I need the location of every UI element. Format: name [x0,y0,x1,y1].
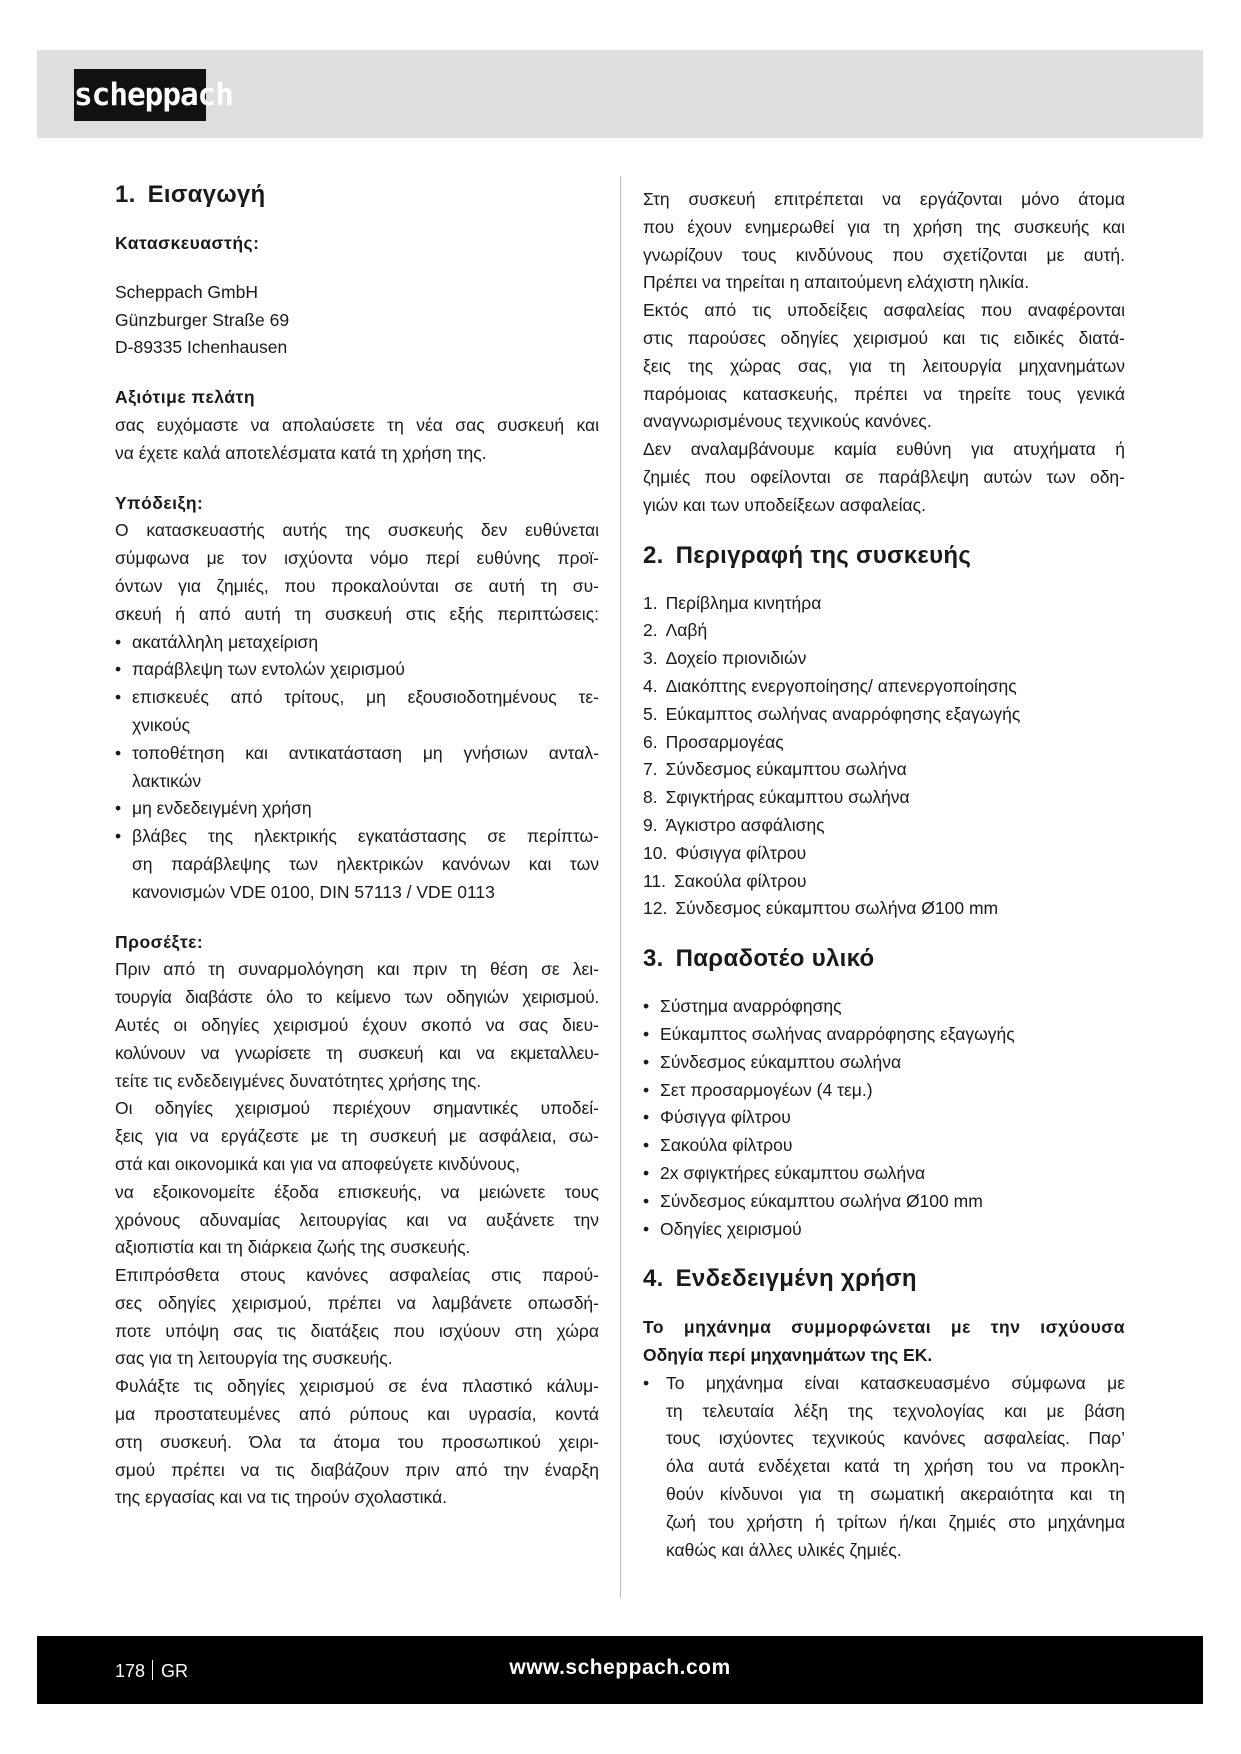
attention-text [115,956,599,1512]
list-item: • 2x σφιγκτήρες εύκαμπτου σωλήνα [643,1160,1125,1188]
text-line: κολύνουν να γνωρίσετε τη συσκευή και να εκμεταλλευ- [115,1042,599,1063]
list-item [115,740,599,796]
language-code: GR [161,1661,189,1681]
item-text: Εύκαμπτος σωλήνας αναρρόφησης εξαγωγής [665,703,1021,724]
list-item: • Σύνδεσμος εύκαμπτου σωλήνα Ø100 mm [643,1188,1125,1216]
address-line: Günzburger Straße 69 [115,309,290,330]
text-line: ζημιές που οφείλονται σε παράβλεψη αυτών των οδη- [643,466,1125,487]
text-line: όντων για ζημιές, που προκαλούνται σε αυτή τη συ- [115,575,599,596]
item-text: Λαβή [665,620,708,641]
note-label: Υπόδειξη: [115,492,204,513]
section-3-number: 3. [643,945,664,973]
list-item [115,656,599,684]
section-3-title: Παραδοτέο υλικό [675,945,875,973]
list-item [643,1370,1125,1565]
item-number: 12. [643,898,668,919]
manufacturer-label: Κατασκευαστής: [115,233,260,253]
item-number: 9. [643,814,658,835]
list-item-text: χνικούς [132,714,191,735]
text-line: Δεν αναλαμβάνουμε καμία ευθύνη για ατυχήματα ή [643,439,1125,460]
list-item [115,795,599,823]
list-item-text: • Το μηχάνημα είναι κατασκευασμένο σύμφωνα με [666,1372,1125,1393]
list-item: • Οδηγίες χειρισμού [643,1216,1125,1244]
list-item [643,868,1125,896]
list-item-text: • επισκευές από τρίτους, μη εξουσιοδοτημένους τε- [132,687,599,708]
text-line: Επιπρόσθετα στους κανόνες ασφαλείας στις παρού- [115,1265,599,1286]
text-line: Στη συσκευή επιτρέπεται να εργάζονται μόνο άτομα [643,189,1125,209]
text-line: που έχουν ενημερωθεί για τη χρήση της συσκευής και [643,216,1125,237]
list-item [643,895,1125,923]
text-line: Εκτός από τις υποδείξεις ασφαλείας που αναφέρονται [643,300,1125,321]
delivery-list [643,993,1125,1243]
section-3-heading [643,945,1125,973]
section-1-title: Εισαγωγή [147,181,266,208]
item-number: 11. [643,870,667,891]
text-line: σας ευχόμαστε να απολαύσετε τη νέα σας συσκευή και [115,414,599,435]
list-item-text: τη τελευταία λέξη της τεχνολογίας και με βάση [666,1400,1125,1421]
text-line: Πρέπει να τηρείται η απαιτούμενη ελάχιστη ηλικία. [643,272,1030,293]
text-line: τουργία διαβάστε όλο το κείμενο των οδηγιών χειρισμού. [115,987,599,1008]
text-line: γιών και των υποδείξεων ασφαλείας. [643,494,926,515]
list-item-text: ση παράβλεψης των ηλεκτρικών κανόνων και των [132,853,599,874]
right-column [643,175,1125,1564]
text-line: Οι οδηγίες χειρισμού περιέχουν σημαντικές υποδεί- [115,1098,599,1119]
text-line: σας για τη λειτουργία της συσκευής. [115,1348,393,1369]
page-number-value: 178 [115,1661,146,1681]
text-line: Αυτές οι οδηγίες χειρισμού έχουν σκοπό να σας διευ- [115,1014,599,1035]
list-item [643,645,1125,673]
section-1-number: 1. [115,181,136,208]
item-text: Περίβλημα κινητήρα [665,592,822,613]
text-line: ξεις της χώρας σας, για τη λειτουργία μηχανημάτων [643,355,1125,376]
item-number: 8. [643,787,658,808]
item-text: Προσαρμογέας [665,731,784,752]
list-item: • Φύσιγγα φίλτρου [643,1104,1125,1132]
page-footer [37,1636,1203,1704]
text-line: ποτε υπόψη σας τις διατάξεις που ισχύουν στη χώρα [115,1320,599,1341]
text-line: σμού πρέπει να τις διαβάζουν πριν από την έναρξη [115,1459,599,1480]
note-list [115,629,599,907]
item-text: Σφιγκτήρας εύκαμπτου σωλήνα [665,787,910,808]
text-line: Πριν από τη συναρμολόγηση και πριν τη θέση σε λει- [115,959,599,980]
text-line: στη συσκευή. Όλα τα άτομα του προσωπικού χειρι- [115,1431,599,1452]
item-text: Φύσιγγα φίλτρου [675,842,807,863]
text-line: αξιοπιστία και τη διάρκεια ζωής της συσκευής. [115,1237,471,1258]
left-column [115,175,599,1512]
list-item: • Σύνδεσμος εύκαμπτου σωλήνα [643,1049,1125,1077]
manufacturer-address [115,279,599,362]
text-line: μα προστατευμένες από ρύπους και υγρασία, κοντά [115,1404,599,1425]
item-number: 5. [643,703,658,724]
list-item-text: κανονισμών VDE 0100, DIN 57113 / VDE 0113 [132,881,495,902]
section-2-heading [643,542,1125,570]
list-item [115,629,599,657]
item-text: Δοχείο πριονιδιών [665,648,807,669]
item-text: Σύνδεσμος εύκαμπτου σωλήνα Ø100 mm [675,898,999,919]
text-line: παρόμοιας κατασκευής, πρέπει να τηρείτε τους γενικά [643,383,1125,404]
item-text: Σύνδεσμος εύκαμπτου σωλήνα [665,759,907,780]
section-2-title: Περιγραφή της συσκευής [675,541,972,569]
list-item [643,812,1125,840]
scheppach-logo: scheppach [74,69,206,121]
list-item-text: θούν κίνδυνοι για τη σωματική ακεραιότητα και τη [666,1484,1125,1505]
text-line: Το μηχάνημα συμμορφώνεται με την ισχύουσα [643,1317,1125,1338]
list-item-text: όλα αυτά ενδέχεται κατά τη χρήση του να προκλη- [666,1456,1125,1477]
compliance-statement [643,1314,1125,1370]
text-line: στις παρούσες οδηγίες χειρισμού και τις ειδικές διατά- [643,327,1125,348]
list-item [643,590,1125,618]
item-number: 3. [643,648,658,669]
item-number: 10. [643,842,668,863]
list-item-text: • ακατάλληλη μεταχείριση [132,631,319,652]
text-line: Οδηγία περί μηχανημάτων της ΕΚ. [643,1345,933,1366]
list-item: • Σύστημα αναρρόφησης [643,993,1125,1021]
item-text: Άγκιστρο ασφάλισης [665,814,825,835]
column-divider [620,176,621,1598]
list-item: • Σετ προσαρμογέων (4 τεμ.) [643,1077,1125,1105]
list-item-text: • παράβλεψη των εντολών χειρισμού [132,659,405,680]
list-item [643,673,1125,701]
dear-customer-text [115,412,599,468]
list-item-text: ζωή του χρήστη ή τρίτων ή/και ζημιές στο μηχάνημα [666,1511,1125,1532]
dear-customer-label: Αξιότιμε πελάτη [115,387,256,408]
address-line: Scheppach GmbH [115,281,258,302]
list-item [643,701,1125,729]
list-item [643,617,1125,645]
page-header [37,50,1203,138]
text-line: να εξοικονομείτε έξοδα επισκευής, να μειώνετε τους [115,1181,599,1202]
text-line: αναγνωρισμένους τεχνικούς κανόνες. [643,411,932,432]
text-line: ξεις για να εργάζεστε με τη συσκευή με ασφάλεια, σω- [115,1126,599,1147]
text-line: Φυλάξτε τις οδηγίες χειρισμού σε ένα πλαστικό κάλυμ- [115,1376,599,1397]
item-number: 6. [643,731,658,752]
list-item-text: • τοποθέτηση και αντικατάσταση μη γνήσιων ανταλ- [132,742,599,763]
address-line: D-89335 Ichenhausen [115,337,288,358]
section-1-heading [115,181,599,209]
text-line: γνωρίζουν τους κινδύνους που σχετίζονται με αυτή. [643,244,1125,265]
item-number: 7. [643,759,658,780]
note-text [115,517,599,628]
text-line: σες οδηγίες χειρισμού, πρέπει να λαμβάνετε οπωσδή- [115,1292,599,1313]
list-item-text: • μη ενδεδειγμένη χρήση [132,798,312,819]
item-text: Διακόπτης ενεργοποίησης/ απενεργοποίησης [665,675,1017,696]
intended-use-list [643,1370,1125,1565]
item-number: 2. [643,620,658,641]
section-4-heading [643,1265,1125,1293]
website-url: www.scheppach.com [509,1656,731,1679]
list-item [643,756,1125,784]
list-item [643,729,1125,757]
parts-list [643,590,1125,924]
text-line: να έχετε καλά αποτελέσματα κατά τη χρήση της. [115,442,487,463]
section-4-number: 4. [643,1265,664,1293]
intro-text [643,186,1125,520]
section-2-number: 2. [643,541,664,569]
text-line: χρόνους αδυναμίας λειτουργίας και να αυξάνετε την [115,1209,599,1230]
text-line: της εργασίας και να τις τηρούν σχολαστικά. [115,1487,448,1508]
list-item-text: λακτικών [132,770,202,791]
section-4-title: Ενδεδειγμένη χρήση [675,1265,917,1293]
text-line: σύμφωνα με τον ισχύοντα νόμο περί ευθύνης προϊ- [115,548,599,569]
text-line: τείτε τις ενδεδειγμένες δυνατότητες χρήσης της. [115,1070,482,1091]
list-item: • Εύκαμπτος σωλήνας αναρρόφησης εξαγωγής [643,1021,1125,1049]
attention-label: Προσέξτε: [115,931,204,952]
item-number: 1. [643,592,658,613]
list-item-text: καθώς και άλλες υλικές ζημιές. [666,1539,902,1560]
text-line: στά και οικονομικά και για να αποφεύγετε κινδύνους, [115,1153,521,1174]
item-number: 4. [643,675,658,696]
list-item [115,684,599,740]
list-item [643,840,1125,868]
item-text: Σακούλα φίλτρου [674,870,807,891]
list-item: • Σακούλα φίλτρου [643,1132,1125,1160]
list-item-text: τους ισχύοντες τεχνικούς κανόνες ασφαλείας. Παρ’ [666,1428,1125,1449]
list-item-text: • βλάβες της ηλεκτρικής εγκατάστασης σε περίπτω- [132,826,599,847]
text-line: σκευή ή από αυτή τη συσκευή στις εξής περιπτώσεις: [115,603,599,624]
text-line: Ο κατασκευαστής αυτής της συσκευής δεν ευθύνεται [115,520,599,541]
list-item [115,823,599,906]
list-item [643,784,1125,812]
